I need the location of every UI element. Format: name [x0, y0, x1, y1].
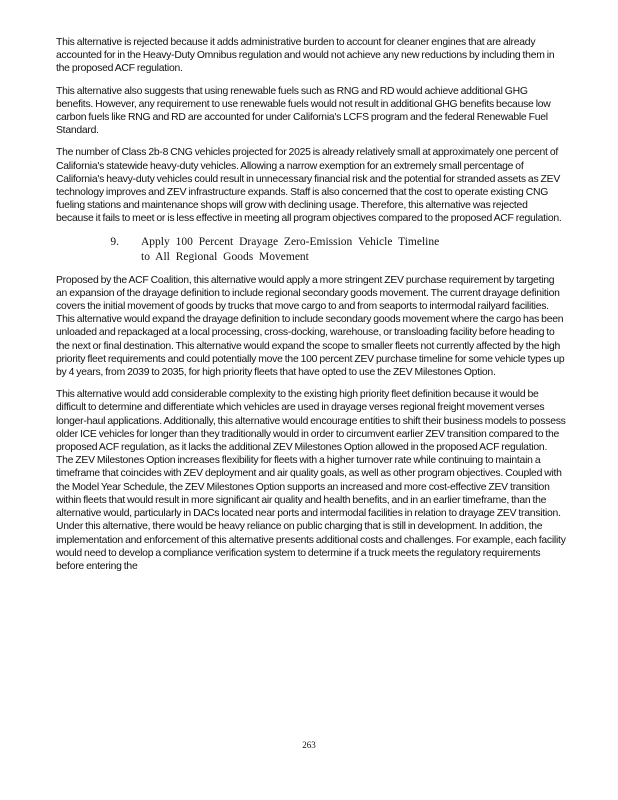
document-page — [56, 36, 566, 582]
section-title — [141, 235, 566, 265]
page-number: 263 — [302, 740, 316, 750]
section-heading — [56, 235, 566, 265]
paragraph-5: This alternative would add considerable complexity to the existing high priority fleet definition because it would be difficult to determine and differentiate which vehicles are used in drayage verses regional freight movement verses longer-haul applications. Additionally, this alternative would encourage entities to shift their business models to possess older ICE vehicles for longer than they traditionally would in order to circumvent earlier ZEV transition compared to the proposed ACF regulation, as it lacks the additional ZEV Milestones Option allowed in the proposed ACF regulation. The ZEV Milestones Option increases flexibility for fleets with a higher turnover rate while continuing to maintain a timeframe that coincides with ZEV deployment and air quality goals, as well as other program objectives. Coupled with the Model Year Schedule, the ZEV Milestones Option supports an increased and more cost-effective ZEV transition within fleets that would result in more significant air quality and health benefits, and in an earlier timeframe, than the alternative would, particularly in DACs located near ports and intermodal facilities in relation to drayage ZEV transition. Under this alternative, there would be heavy reliance on public charging that is still in development. In addition, the implementation and enforcement of this alternative presents additional costs and challenges. For example, each facility would need to develop a compliance verification system to determine if a truck meets the regulatory requirements before entering the — [56, 389, 566, 572]
section-title-line-1: Apply 100 Percent Drayage Zero-Emission Vehicle Timeline — [141, 235, 440, 248]
paragraph-2: This alternative also suggests that using renewable fuels such as RNG and RD would achieve additional GHG benefits. However, any requirement to use renewable fuels would not result in additional GHG benefits because low carbon fuels like RNG and RD are accounted for under California's LCFS program and the federal Renewable Fuel Standard. — [56, 85, 551, 137]
section-title-line-2: to All Regional Goods Movement — [141, 250, 309, 263]
section-number: 9. — [110, 235, 119, 248]
paragraph-3: The number of Class 2b-8 CNG vehicles projected for 2025 is already relatively small at approximately one percent of California's statewide heavy-duty vehicles. Allowing a narrow exemption for an extremely small percentage of California's heavy-duty vehicles could result in unnecessary financial risk and the potential for stranded assets as ZEV technology improves and ZEV infrastructure expands. Staff is also concerned that the cost to operate existing CNG fueling stations and maintenance shops will grow with declining usage. Therefore, this alternative was rejected because it fails to meet or is less effective in meeting all program objectives compared to the proposed ACF regulation. — [56, 147, 562, 225]
paragraph-1: This alternative is rejected because it adds administrative burden to account for cleaner engines that are already accounted for in the Heavy-Duty Omnibus regulation and would not achieve any new reductions by including them in the proposed ACF regulation. — [56, 37, 555, 75]
paragraph-4: Proposed by the ACF Coalition, this alternative would apply a more stringent ZEV purchase requirement by targeting an expansion of the drayage definition to include regional secondary goods movement. The current drayage definition covers the initial movement of goods by trucks that move cargo to and from seaports to intermodal railyard facilities. This alternative would expand the drayage definition to include secondary goods movement where the cargo has been unloaded and repackaged at a local processing, cross-docking, warehouse, or transloading facility before heading to the next or final destination. This alternative would expand the scope to smaller fleets not currently affected by the high priority fleet requirements and could potentially move the 100 percent ZEV purchase timeline for some vehicle types up by 4 years, from 2039 to 2035, for high priority fleets that have opted to use the ZEV Milestones Option. — [56, 274, 565, 379]
